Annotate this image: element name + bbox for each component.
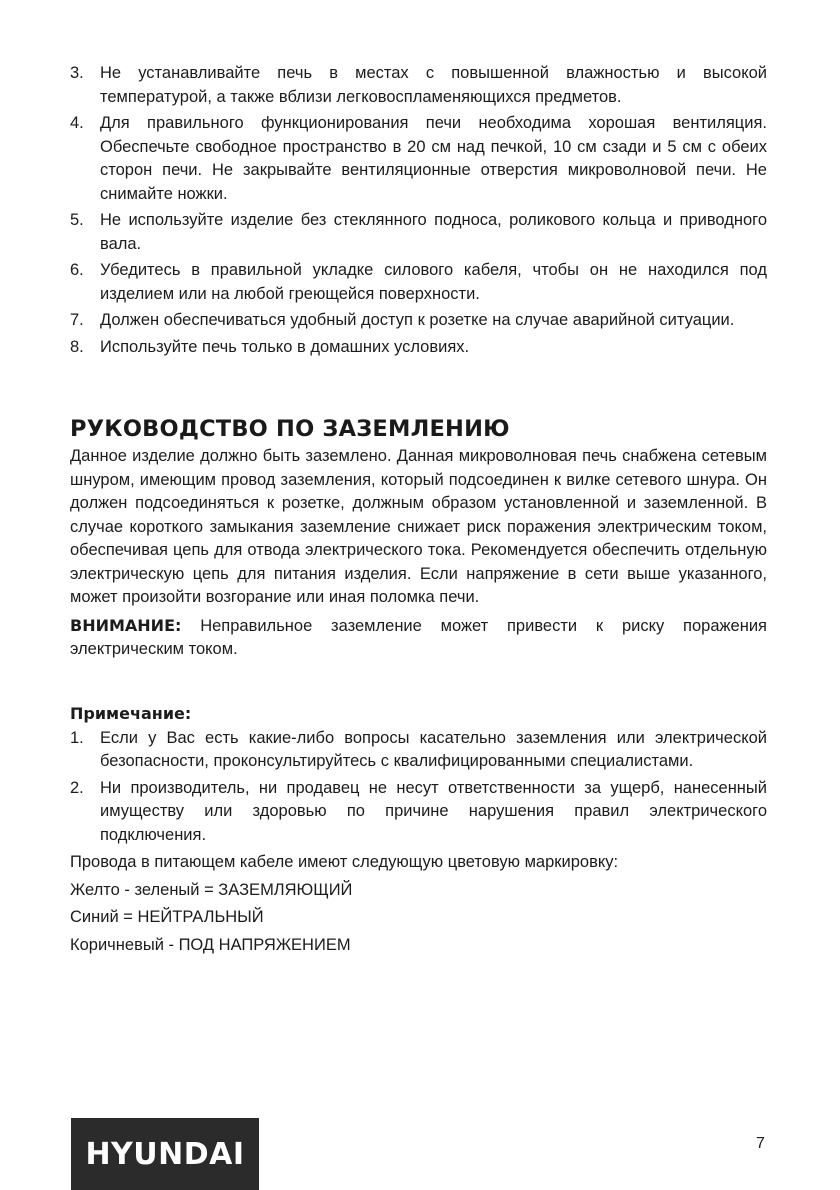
brand-logo-text: HYUNDAI	[85, 1136, 245, 1172]
list-item-text: Ни производитель, ни продавец не несут ответственности за ущерб, нанесенный имуществу или здоровью по причине нарушения правил электрического подключения.	[100, 778, 767, 844]
list-item	[70, 259, 767, 306]
wiring-line-live: Коричневый - ПОД НАПРЯЖЕНИЕМ	[70, 935, 351, 954]
list-item-text: Убедитесь в правильной укладке силового кабеля, чтобы он не находился под изделием или на любой греющейся поверхности.	[100, 261, 767, 303]
safety-instructions-list	[70, 62, 767, 359]
list-item-text: Должен обеспечиваться удобный доступ к розетке на случае аварийной ситуации.	[100, 311, 735, 329]
list-item-number: 6.	[70, 261, 84, 279]
list-item-number: 7.	[70, 311, 84, 329]
list-item-text: Не используйте изделие без стеклянного подноса, роликового кольца и приводного вала.	[100, 211, 767, 253]
note-heading: Примечание:	[70, 703, 192, 723]
list-item-text: Если у Вас есть какие-либо вопросы касательно заземления или электрической безопасности, проконсультируйтесь с квалифицированными специалистами.	[100, 728, 767, 770]
wiring-line-ground: Желто - зеленый = ЗАЗЕМЛЯЮЩИЙ	[70, 880, 353, 899]
list-item-text: Используйте печь только в домашних условиях.	[100, 337, 470, 356]
list-item-text: Для правильного функционирования печи необходима хорошая вентиляция. Обеспечьте свободное пространство в 20 см над печкой, 10 см сзади и 5 см с обеих сторон печи. Не закрывайте вентиляционные отверстия микроволновой печи. Не снимайте ножки.	[100, 114, 767, 203]
grounding-section-heading: РУКОВОДСТВО ПО ЗАЗЕМЛЕНИЮ	[70, 416, 510, 442]
page-number: 7	[756, 1135, 765, 1152]
list-item	[70, 777, 767, 848]
wiring-line-neutral: Синий = НЕЙТРАЛЬНЫЙ	[70, 908, 264, 926]
list-item-number: 8.	[70, 337, 84, 356]
note-list	[70, 727, 767, 848]
list-item	[70, 727, 767, 774]
list-item-number: 4.	[70, 114, 84, 132]
list-item	[70, 209, 767, 256]
list-item	[70, 62, 767, 109]
list-item-number: 2.	[70, 778, 84, 797]
list-item-number: 5.	[70, 211, 84, 229]
grounding-warning	[70, 614, 767, 662]
list-item	[70, 112, 767, 206]
list-item	[70, 309, 767, 333]
list-item-number: 1.	[70, 728, 84, 747]
grounding-paragraph: Данное изделие должно быть заземлено. Данная микроволновая печь снабжена сетевым шнуром, имеющим провод заземления, который подсоединен к вилке сетевого шнура. Он должен подсоединяться к розетке, должным образом установленной и заземленной. В случае короткого замыкания заземление снижает риск поражения электрическим током, обеспечивая цепь для отвода электрического тока. Рекомендуется обеспечить отдельную электрическую цепь для питания изделия. Если напряжение в сети выше указанного, может произойти возгорание или иная поломка печи.	[70, 447, 767, 606]
wiring-intro: Провода в питающем кабеле имеют следующую цветовую маркировку:	[70, 853, 619, 871]
list-item-number: 3.	[70, 64, 84, 82]
warning-text: Неправильное заземление может привести к риску поражения электрическим током.	[70, 616, 767, 658]
list-item-text: Не устанавливайте печь в местах с повышенной влажностью и высокой температурой, а также вблизи легковоспламеняющихся предметов.	[100, 64, 767, 106]
list-item	[70, 336, 767, 360]
manual-page-content	[70, 62, 767, 957]
brand-logo	[71, 1118, 259, 1190]
warning-label: ВНИМАНИЕ:	[70, 615, 182, 635]
